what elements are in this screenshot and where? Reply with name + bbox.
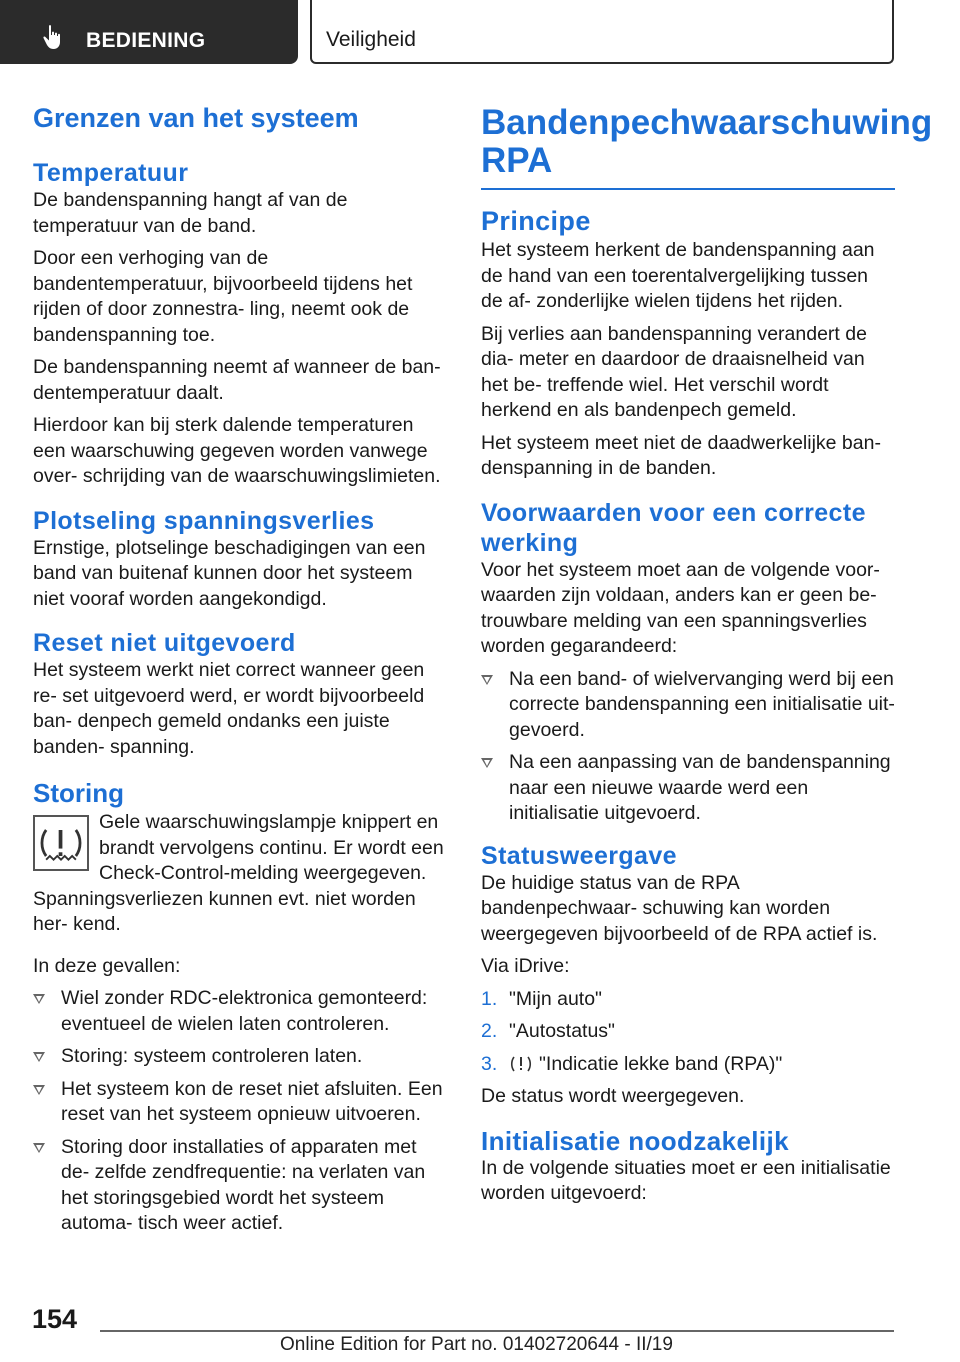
triangle-bullet-icon: [33, 1052, 45, 1062]
list-item: Het systeem kon de reset niet afsluiten. Een reset van het systeem opnieuw uitvoeren.: [33, 1077, 447, 1128]
list-item: 3. "Indicatie lekke band (RPA)": [481, 1052, 783, 1075]
tire-warning-icon: [509, 1054, 533, 1074]
section-tab: [0, 0, 298, 64]
steps-list: [481, 987, 895, 1078]
fault-list: [33, 986, 447, 1237]
section-tab-label: BEDIENING: [86, 29, 206, 52]
paragraph: In de volgende situaties moet er een initialisatie worden uitgevoerd:: [481, 1156, 891, 1204]
heading-fault: Storing: [33, 778, 124, 808]
footer-divider: [100, 1330, 894, 1332]
page-footer: [0, 1290, 960, 1362]
heading-reset: Reset niet uitgevoerd: [33, 629, 296, 657]
paragraph: Het systeem herkent de bandenspanning aan de hand van een toerentalvergelijking tussen de af- zonderlijke wielen tijdens het rijden.: [481, 239, 875, 312]
paragraph: De bandenspanning neemt af wanneer de ban- dentemperatuur daalt.: [33, 356, 441, 404]
heading-principle: Principe: [481, 206, 591, 236]
paragraph: Het systeem meet niet de daadwerkelijke ban- denspanning in de banden.: [481, 431, 881, 479]
list-item: 2. "Autostatus": [481, 1020, 615, 1042]
triangle-bullet-icon: [33, 1143, 45, 1153]
paragraph: Bij verlies aan bandenspanning verandert de dia- meter en daardoor de draaisnelheid van het be- treffende wiel. Het verschil wordt herkend en als bandenpech gemeld.: [481, 322, 867, 421]
section-title: Bandenpechwaarschuwing RPA: [481, 103, 933, 180]
paragraph: De huidige status van de RPA bandenpechwaar- schuwing kan worden weergegeven bijvoorbeeld of de RPA actief is.: [481, 871, 878, 945]
warning-block: [33, 810, 447, 887]
section-title: Grenzen van het systeem: [33, 103, 359, 133]
list-item: Storing door installaties of apparaten met de- zelfde zendfrequentie: na verlaten van het storingsgebied wordt het systeem automa- tisch weer actief.: [33, 1135, 447, 1237]
paragraph: Spanningsverliezen kunnen evt. niet worden her- kend.: [33, 887, 416, 935]
triangle-bullet-icon: [481, 758, 493, 768]
list-item: Storing: systeem controleren laten.: [33, 1044, 447, 1070]
paragraph: Door een verhoging van de bandentemperatuur, bijvoorbeeld tijdens het rijden of door zonnestra- ling, neemt ook de bandenspanning toe.: [33, 247, 413, 346]
list-item: Na een aanpassing van de bandenspanning naar een nieuwe waarde werd een initialisatie uitgevoerd.: [481, 750, 895, 827]
triangle-bullet-icon: [33, 994, 45, 1004]
paragraph: Het systeem werkt niet correct wanneer geen re- set uitgevoerd werd, er wordt bijvoorbeeld ban- denpech gemeld ondanks een juiste banden- spanning.: [33, 659, 425, 758]
left-column: [33, 98, 447, 1244]
paragraph: Voor het systeem moet aan de volgende voor- waarden zijn voldaan, anders kan er geen be- trouwbare melding van een spanningsverlies worden gegarandeerd:: [481, 558, 880, 657]
paragraph: Hierdoor kan bij sterk dalende temperaturen een waarschuwing gegeven worden vanwege over- schrijding van de waarschuwingslimieten.: [33, 414, 441, 487]
triangle-bullet-icon: [33, 1085, 45, 1095]
list-item: 1. "Mijn auto": [481, 987, 602, 1010]
chapter-tab: [310, 0, 894, 64]
page-number: 154: [32, 1304, 78, 1334]
triangle-bullet-icon: [481, 675, 493, 685]
heading-conditions: Voorwaarden voor een correcte werking: [481, 498, 866, 557]
paragraph: Ernstige, plotselinge beschadigingen van een band van buitenaf kunnen door het systeem niet vooraf worden aangekondigd.: [33, 536, 426, 610]
paragraph: Gele waarschuwingslampje knippert en brandt vervolgens continu. Er wordt een Check-Control-melding weergegeven.: [99, 811, 444, 884]
heading-sudden-loss: Plotseling spanningsverlies: [33, 506, 375, 535]
heading-temperature: Temperatuur: [33, 159, 189, 187]
conditions-list: [481, 667, 895, 827]
heading-status: Statusweergave: [481, 841, 677, 870]
paragraph: Via iDrive:: [481, 955, 570, 977]
heading-initialisation: Initialisatie noodzakelijk: [481, 1125, 790, 1156]
title-divider: [481, 188, 895, 190]
page-header: [0, 0, 960, 66]
paragraph: In deze gevallen:: [33, 954, 181, 977]
hand-pointer-icon: [42, 24, 64, 50]
paragraph: De bandenspanning hangt af van de temperatuur van de band.: [33, 189, 348, 237]
paragraph: De status wordt weergegeven.: [481, 1085, 745, 1107]
chapter-tab-label: Veiligheid: [326, 28, 416, 51]
list-item: Wiel zonder RDC-elektronica gemonteerd: eventueel de wielen laten controleren.: [33, 986, 447, 1037]
tire-warning-icon: [33, 815, 89, 871]
list-item: Na een band- of wielvervanging werd bij een correcte bandenspanning een initialisatie uit- gevoerd.: [481, 667, 895, 744]
right-column: [481, 98, 933, 1207]
edition-note: Online Edition for Part no. 01402720644 - II/19: [280, 1334, 673, 1355]
